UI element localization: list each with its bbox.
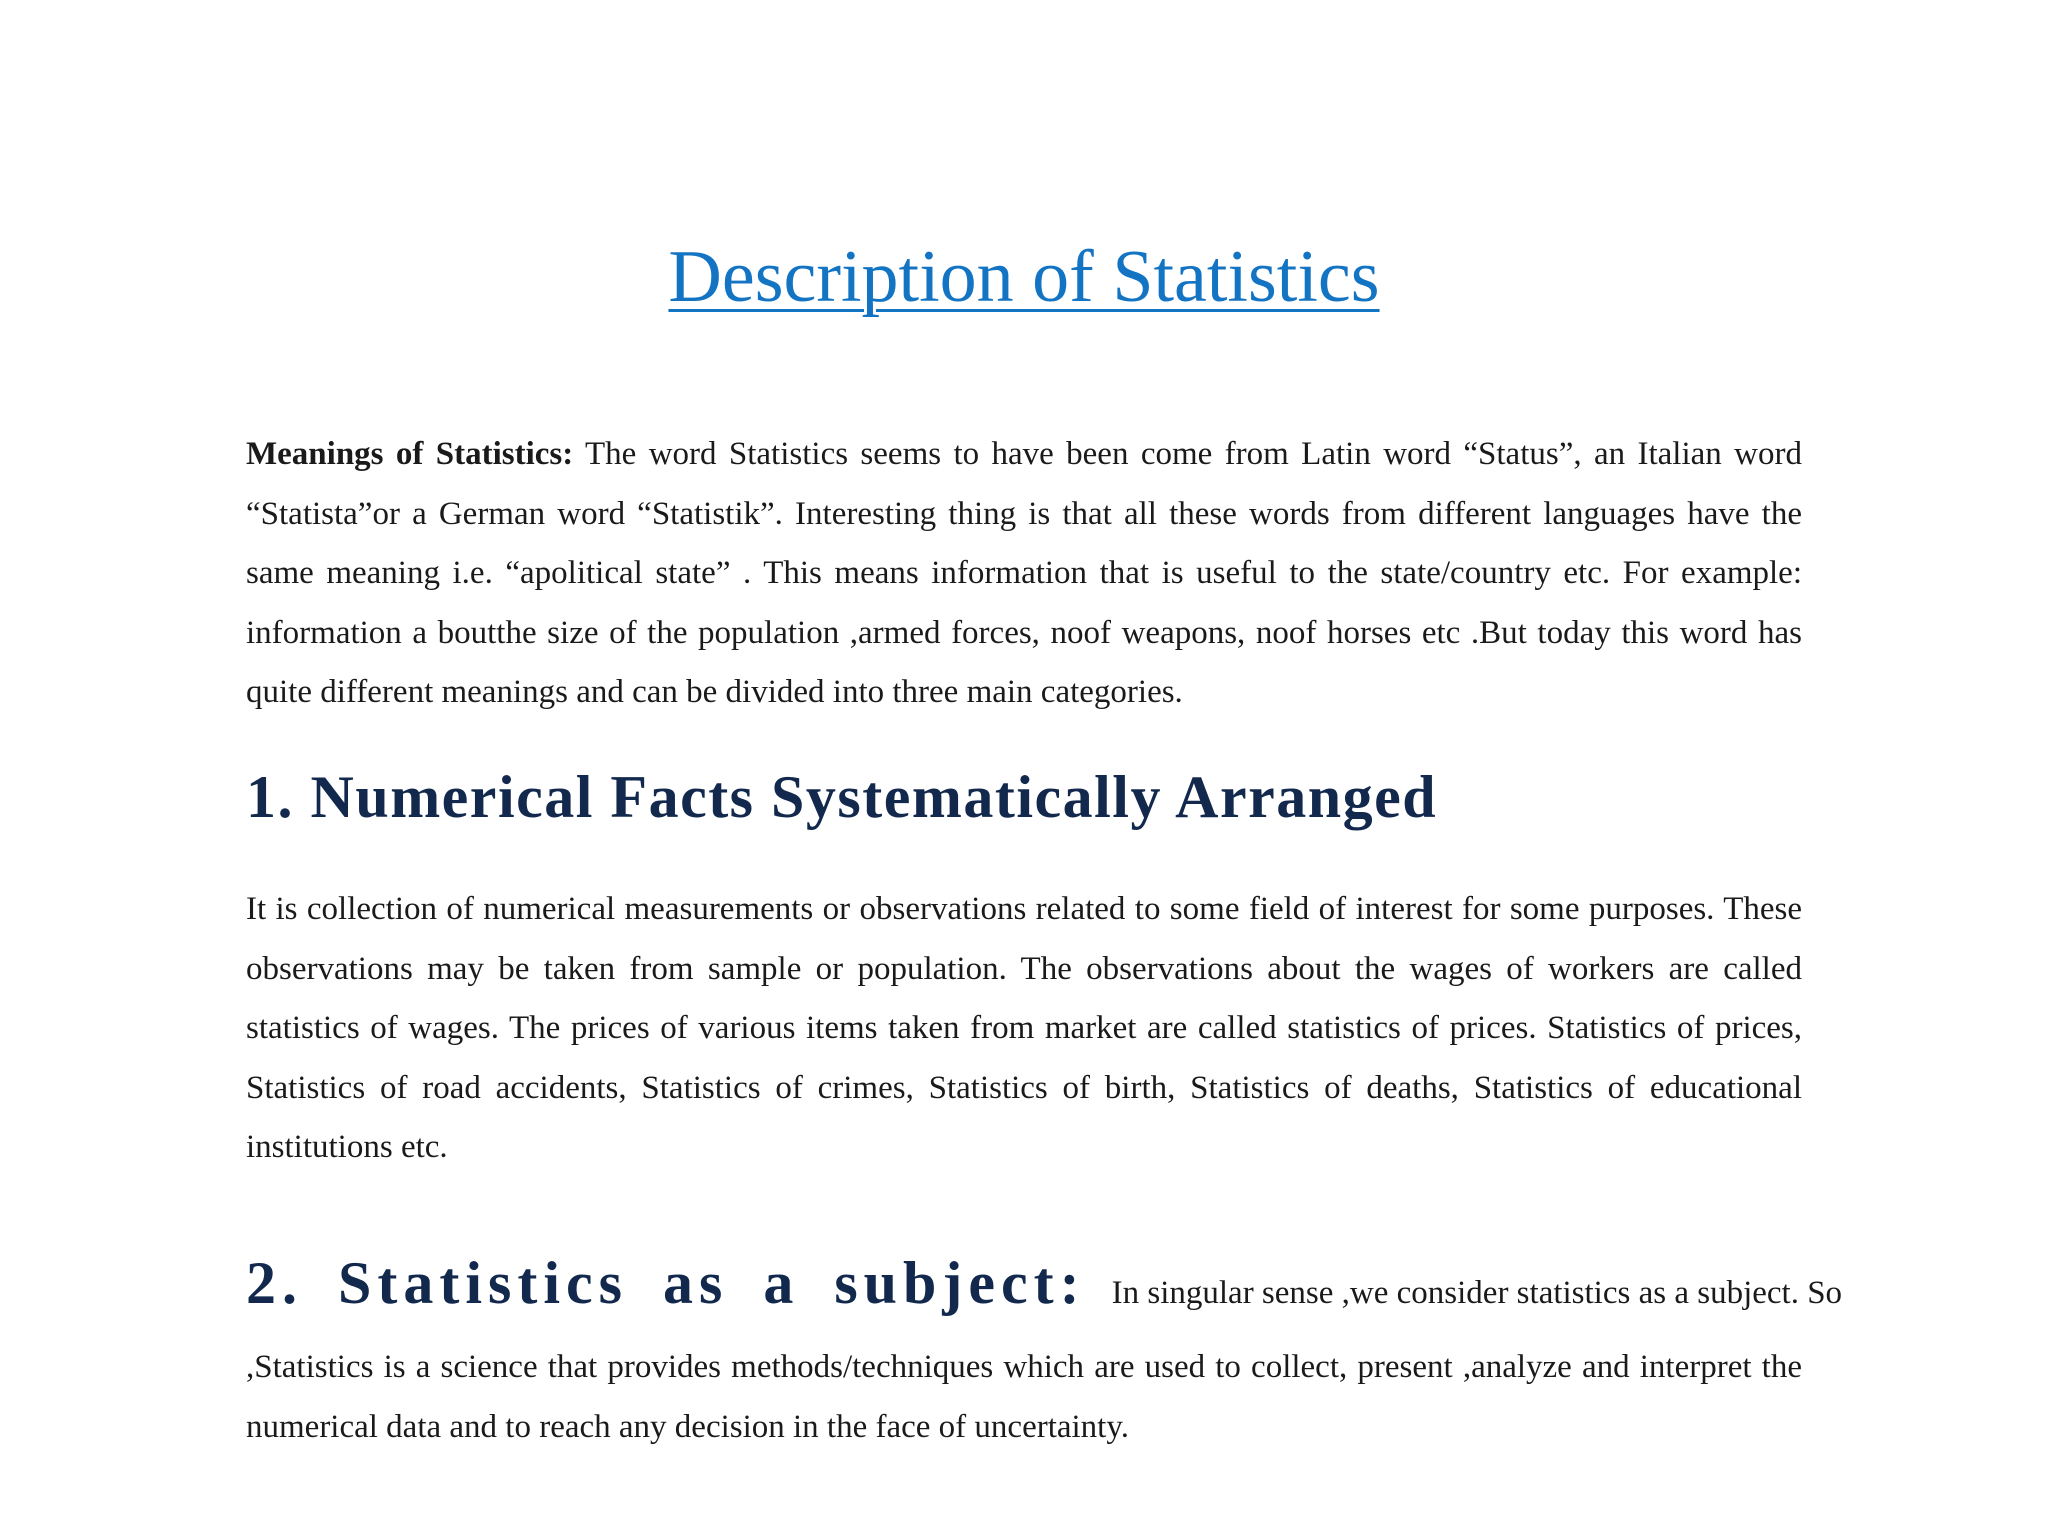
document-title-text: Description of Statistics bbox=[668, 236, 1380, 318]
meanings-label: Meanings of Statistics: bbox=[246, 436, 574, 472]
section-2-heading-tail: In singular sense ,we consider statistics as a subject. So bbox=[1111, 1275, 1843, 1311]
section-2-heading-row bbox=[246, 1246, 1843, 1320]
section-2-paragraph: ,Statistics is a science that provides methods/techniques which are used to collect, present ,analyze and interpret the numerical data and to reach any decision in the face of uncertainty. bbox=[246, 1349, 1802, 1445]
meanings-text: The word Statistics seems to have been come from Latin word “Status”, an Italian word “Statista”or a German word “Statistik”. Interesting thing is that all these words from different languages have the same meaning i.e. “apolitical state” . This means information that is useful to the state/country etc. For example: information a boutthe size of the population ,armed forces, noof weapons, noof horses etc .But today this word has quite different meanings and can be divided into three main categories. bbox=[246, 436, 1802, 710]
section-1-paragraph: It is collection of numerical measurements or observations related to some field of interest for some purposes. These observations may be taken from sample or population. The observations about the wages of workers are called statistics of wages. The prices of various items taken from market are called statistics of prices. Statistics of prices, Statistics of road accidents, Statistics of crimes, Statistics of birth, Statistics of deaths, Statistics of educational institutions etc. bbox=[246, 891, 1802, 1165]
section-1-heading: 1. Numerical Facts Systematically Arranged bbox=[246, 764, 1438, 830]
section-2-heading: 2. Statistics as a subject: bbox=[246, 1250, 1086, 1316]
document-title bbox=[246, 232, 1802, 322]
meanings-paragraph bbox=[246, 425, 1802, 723]
